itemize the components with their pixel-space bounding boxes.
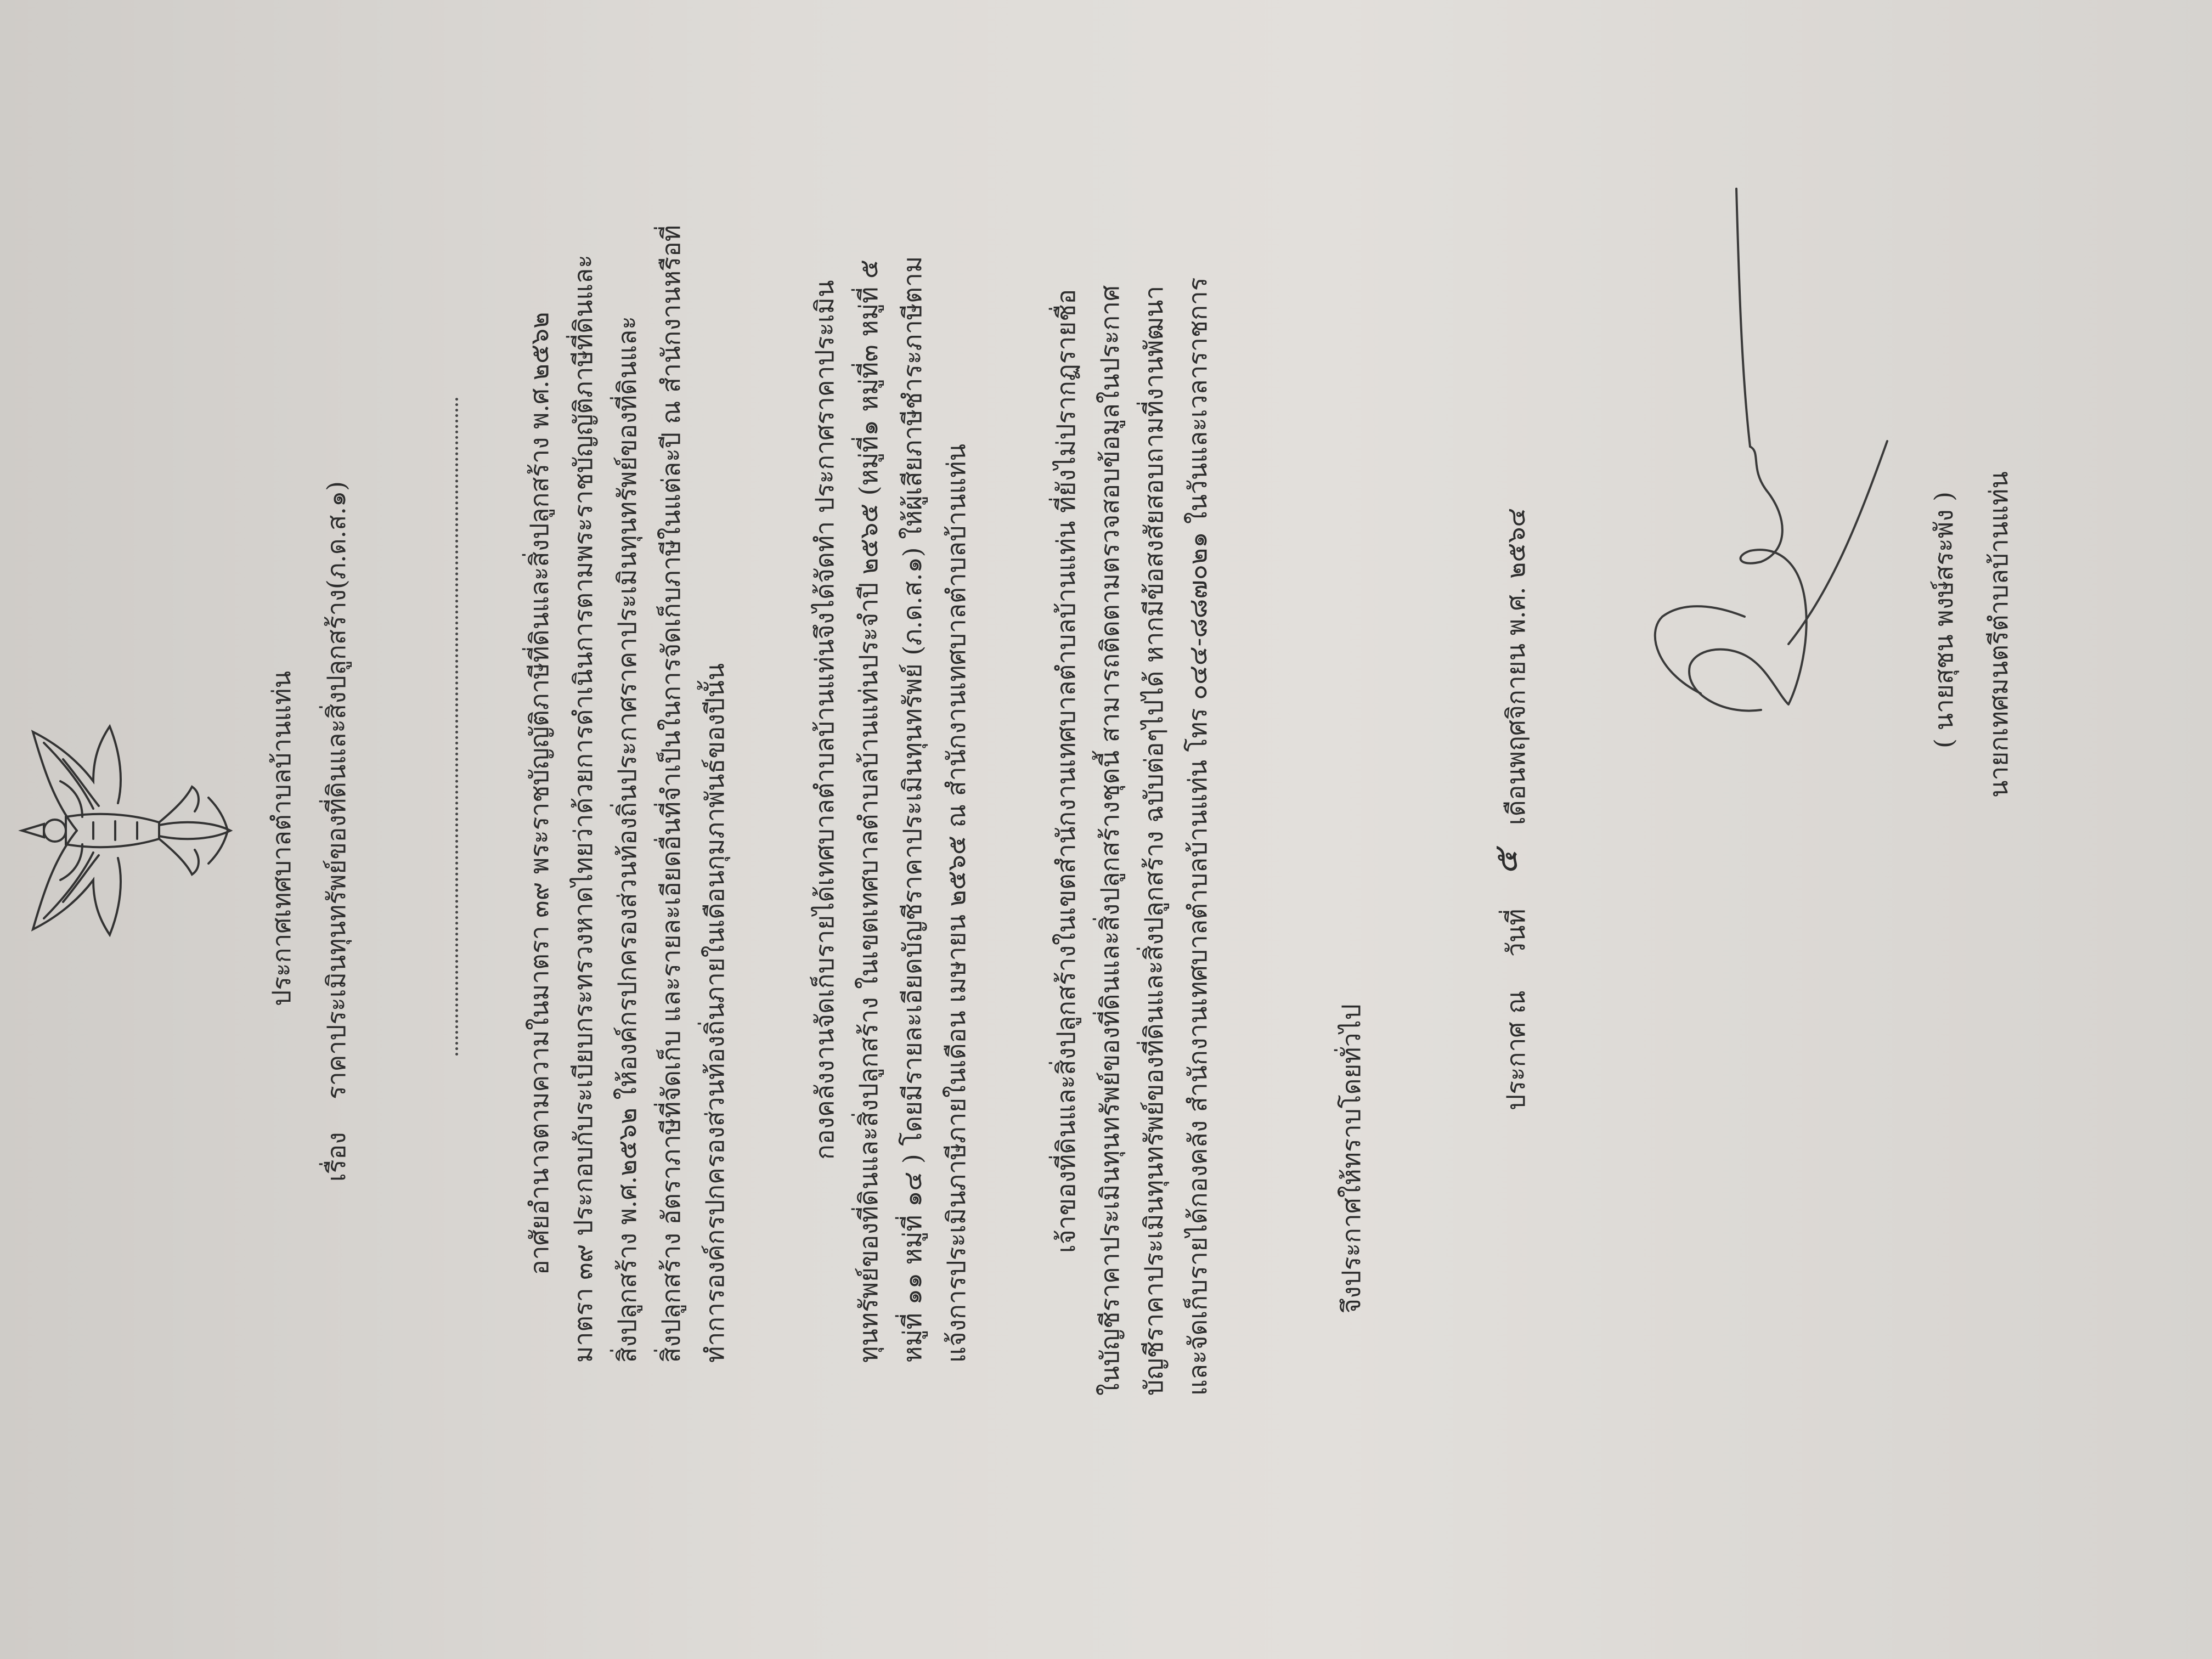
paragraph3-line3: บัญชีราคาประเมินทุนทรัพย์ของที่ดินและสิ่งปลูกสร้าง ฉบับต่อๆไปได้ หากมีข้อสงสัยสอบถามที่งานพัฒนา [1139, 285, 1169, 1396]
paragraph1-line4: สิ่งปลูกสร้าง อัตราภาษีที่จัดเก็บ และรายละเอียดอื่นที่จำเป็นในการจัดเก็บภาษีในแต่ละปี ณ สำนักงานหรือที่ [656, 225, 686, 1363]
paragraph3-line4: และจัดเก็บรายได้กองคลัง สำนักงานเทศบาลตำบลบ้านแท่น โทร ๐๔๔-๘๘๗๐๒๑ ในวันและเวลาราชการ [1183, 277, 1212, 1396]
paragraph3-line2: ในบัญชีราคาประเมินทุนทรัพย์ของที่ดินและสิ่งปลูกสร้างชุดนี้ สามารถติดตามตรวจสอบข้อมูลในประกาศ [1095, 285, 1125, 1396]
subject-text: ราคาประเมินทุนทรัพย์ของที่ดินและสิ่งปลูกสร้าง(ภ.ด.ส.๑) [321, 481, 351, 1099]
date-day-label: วันที่ [1501, 909, 1531, 957]
date-day: ๕ [1487, 849, 1525, 874]
paragraph3-line1: เจ้าของที่ดินและสิ่งปลูกสร้างในเขตสำนักงานเทศบาลตำบลบ้านแท่น ที่ยังไม่ปรากฏรายชื่อ [1051, 289, 1081, 1253]
paragraph1-line2: มาตรา ๓๙ ประกอบกับระเบียบกระทรวงหาดไทยว่าด้วยการดำเนินการตามพระราชบัญญัติภาษีที่ดินและ [568, 255, 598, 1363]
paragraph1-line5: ทำการองค์กรปกครองส่วนท้องถิ่นภายในเดือนกุมภาพันธ์ของปีนั้น [700, 663, 730, 1363]
subject-label: เรื่อง [321, 1132, 351, 1182]
paragraph1-line1: อาศัยอำนาจตามความในมาตรา ๓๙ พระราชบัญญัติภาษีที่ดินและสิ่งปลูกสร้าง พ.ศ.๒๕๖๒ [524, 312, 554, 1275]
title-divider [455, 397, 458, 1056]
paragraph2-line2: ทุนทรัพย์ของที่ดินและสิ่งปลูกสร้าง ในเขตเทศบาลตำบลบ้านแท่นประจำปี ๒๕๖๕ (หมู่ที่๑ หมู่ที่๓ หมู่ที่ ๕ [854, 259, 883, 1363]
document-title: ประกาศเทศบาลตำบลบ้านแท่น [267, 671, 296, 1006]
paragraph2-line1: กองคลังงานจัดเก็บรายได้เทศบาลตำบลบ้านแท่นจึงได้จัดทำ ประกาศราคาประเมิน [810, 280, 839, 1160]
date-prefix: ประกาศ ณ [1501, 990, 1531, 1110]
handwritten-signature-icon [1624, 178, 1920, 726]
signatory-position: นายกเทศมนตรีตำบลบ้านแท่น [1984, 471, 2013, 798]
announcement-text: จึงประกาศให้ทราบโดยทั่วไป [1336, 1004, 1366, 1313]
paragraph2-line4: แจ้งการประเมินภาษีภายในเดือน เมษายน ๒๕๖๕ ณ สำนักงานเทศบาลตำบลบ้านแท่น [941, 443, 971, 1363]
paragraph1-line3: สิ่งปลูกสร้าง พ.ศ.๒๕๖๒ ให้องค์กรปกครองส่วนท้องถิ่นประกาศราคาประเมินทุนทรัพย์ของที่ดินและ [612, 316, 642, 1363]
date-month-year: เดือนพฤศจิกายน พ.ศ. ๒๕๖๔ [1501, 507, 1531, 825]
signatory-name: ( นายสุชน พงษ์สระพัง ) [1929, 491, 1959, 748]
paragraph2-line3: หมู่ที่ ๑๑ หมู่ที่ ๑๔ ) โดยมีรายละเอียดบัญชีราคาประเมินทุนทรัพย์ (ภ.ด.ส.๑) ให้ผู้เสียภาษีชำระภาษีตาม [898, 256, 927, 1363]
garuda-emblem-icon [11, 710, 241, 951]
